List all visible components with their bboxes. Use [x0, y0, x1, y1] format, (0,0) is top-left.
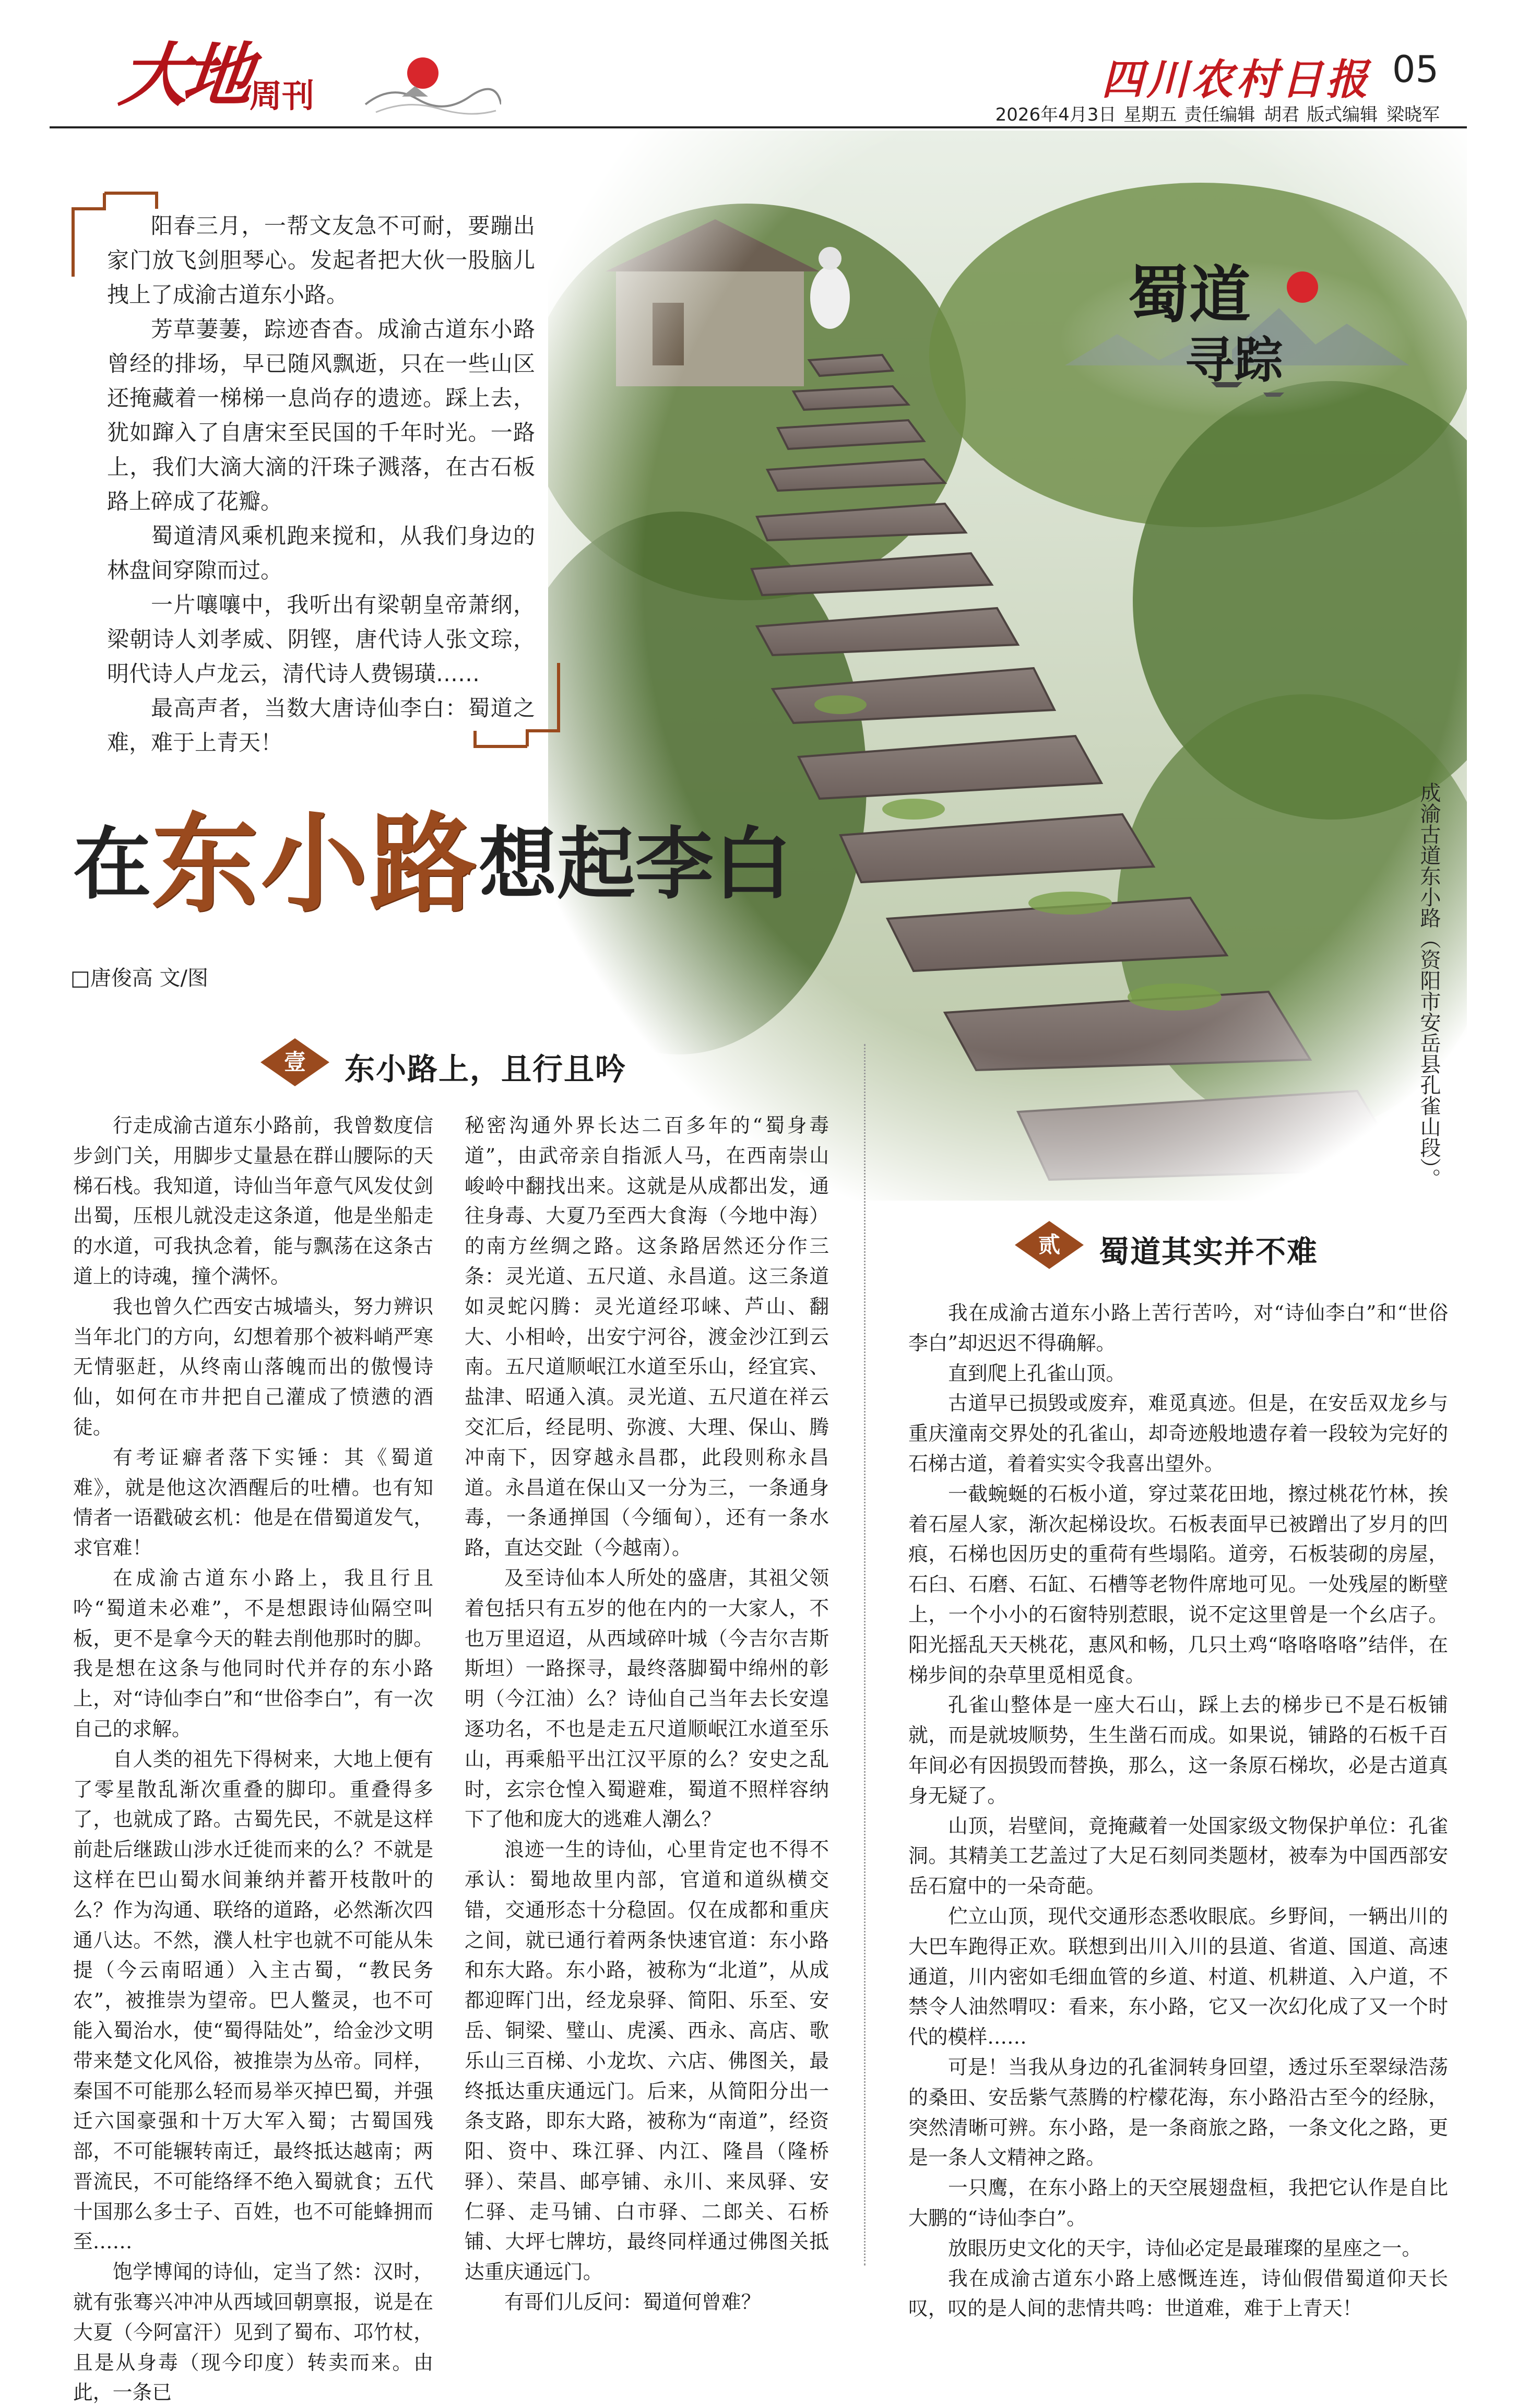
- title-part-3: 想起李白: [479, 818, 792, 910]
- photo-caption: 成渝古道东小路（资阳市安岳县孔雀山段）。: [1417, 782, 1441, 1189]
- body-paragraph: 可是！当我从身边的孔雀洞转身回望，透过乐至翠绿浩荡的桑田、安岳紫气蒸腾的柠檬花海，东小路沿古至今的经脉，突然清晰可辨。东小路，是一条商旅之路，一条文化之路，更是一条人文精神之路。: [908, 2055, 1448, 2169]
- dateline: [988, 100, 1440, 126]
- body-column-3: [908, 1298, 1448, 2324]
- body-paragraph: 有哥们儿反问：蜀道何曾难？: [504, 2291, 761, 2314]
- body-paragraph: 浪迹一生的诗仙，心里肯定也不得不承认：蜀地故里内部，官道和道纵横交错，交通形态十分稳固。仅在成都和重庆之间，就已通行着两条快速官道：东小路和东大路。东小路，被称为“北道”，从成都迎晖门出，经龙泉驿、简阳、乐至、安岳、铜梁、璧山、虎溪、西永、高店、歌乐山三百梯、小龙坎、六店、佛图关，最终抵达重庆通远门。后来，从简阳分出一条支路，即东大路，被称为“南道”，经资阳、资中、珠江驿、内江、隆昌（隆桥驿）、荣昌、邮亭铺、永川、来凤驿、安仁驿、走马铺、白市驿、二郎关、石桥铺、大坪七牌坊，最终同样通过佛图关抵达重庆通远门。: [465, 1838, 829, 2284]
- article-title: [73, 801, 792, 927]
- brand-subtitle: 周刊: [250, 77, 315, 115]
- section-1-number: 壹: [283, 1049, 306, 1075]
- lead-paragraph: 阳春三月，一帮文友急不可耐，要蹦出家门放飞剑胆琴心。发起者把大伙一股脑儿拽上了成渝古道东小路。: [107, 213, 535, 307]
- body-paragraph: 一只鹰，在东小路上的天空展翅盘桓，我把它认作是自比大鹏的“诗仙李白”。: [908, 2176, 1448, 2229]
- issue-date: 2026年4月3日: [995, 104, 1117, 125]
- byline: □唐俊高 文/图: [70, 966, 208, 990]
- body-paragraph: 及至诗仙本人所处的盛唐，其祖父领着包括只有五岁的他在内的一大家人，不也万里迢迢，从西域碎叶城（今吉尔吉斯斯坦）一路探寻，最终落脚蜀中绵州的彰明（今江油）么？诗仙自己当年去长安遑逐功名，不也是走五尺道顺岷江水道至乐山，再乘船平出江汉平原的么？安史之乱时，玄宗仓惶入蜀避难，蜀道不照样容纳下了他和庞大的逃难人潮么？: [465, 1566, 829, 1831]
- lead-paragraph: 芳草萋萋，踪迹杳杳。成渝古道东小路曾经的排场，早已随风飘逝，只在一些山区还掩藏着一梯梯一息尚存的遗迹。踩上去，犹如蹿入了自唐宋至民国的千年时光。一路上，我们大滴大滴的汗珠子溅落，在古石板路上碎成了花瓣。: [107, 316, 535, 514]
- body-paragraph: 直到爬上孔雀山顶。: [948, 1361, 1126, 1385]
- red-sun-icon: [1287, 271, 1318, 303]
- lead-paragraph: 一片嚷嚷中，我听出有梁朝皇帝萧纲，梁朝诗人刘孝威、阴铿，唐代诗人张文琮，明代诗人卢龙云，清代诗人费锡璜……: [107, 592, 535, 686]
- page-number: 05: [1392, 48, 1439, 91]
- header-rule: [50, 126, 1467, 128]
- section-2-title: 蜀道其实并不难: [1099, 1234, 1319, 1270]
- lead-paragraph: 蜀道清风乘机跑来搅和，从我们身边的林盘间穿隙而过。: [107, 523, 535, 583]
- body-column-2: [465, 1111, 829, 2318]
- column-logo-line1: 蜀道: [1128, 258, 1251, 331]
- section-2-heading: [1013, 1219, 1483, 1271]
- body-paragraph: 自人类的祖先下得树来，大地上便有了零星散乱渐次重叠的脚印。重叠得多了，也就成了路。古蜀先民，不就是这样前赴后继跋山涉水迁徙而来的么？不就是这样在巴山蜀水间兼纳并蓄开枝散叶的么？作为沟通、联络的道路，必然渐次四通八达。不然，濮人杜宇也就不可能从朱提（今云南昭通）入主古蜀，“教民务农”，被推崇为望帝。巴人鳖灵，也不可能入蜀治水，使“蜀得陆处”，给金沙文明带来楚文化风俗，被推崇为丛帝。同样，秦国不可能那么轻而易举灭掉巴蜀，并强迁六国豪强和十万大军入蜀；古蜀国残部，不可能辗转南迁，最终抵达越南；两晋流民，不可能络绎不绝入蜀就食；五代十国那么多士子、百姓，也不可能蜂拥而至……: [73, 1747, 433, 2253]
- body-paragraph: 在成渝古道东小路上，我且行且吟“蜀道未必难”，不是想跟诗仙隔空叫板，更不是拿今天的鞋去削他那时的脚。我是想在这条与他同时代并存的东小路上，对“诗仙李白”和“世俗李白”，有一次自己的求解。: [73, 1566, 433, 1740]
- layout-editor: 版式编辑 梁晓军: [1307, 104, 1440, 125]
- responsible-editor: 责任编辑 胡君: [1184, 104, 1300, 125]
- body-paragraph: 伫立山顶，现代交通形态悉收眼底。乡野间，一辆出川的大巴车跑得正欢。联想到出川入川的县道、省道、国道、高速通道，川内密如毛细血管的乡道、村道、机耕道、入户道，不禁令人油然喟叹：看来，东小路，它又一次幻化成了又一个时代的模样……: [908, 1904, 1448, 2049]
- body-paragraph: 我在成渝古道东小路上苦行苦吟，对“诗仙李白”和“世俗李白”却迟迟不得确解。: [908, 1301, 1448, 1355]
- section-2-number: 贰: [1038, 1232, 1060, 1258]
- body-paragraph: 孔雀山整体是一座大石山，踩上去的梯步已不是石板铺就，而是就坡顺势，生生凿石而成。如果说，铺路的石板千百年间必有因损毁而替换，那么，这一条原石梯坎，必是古道真身无疑了。: [908, 1693, 1448, 1807]
- brand-landscape-icon: [345, 47, 501, 125]
- issue-weekday: 星期五: [1123, 104, 1177, 125]
- title-part-1: 在: [73, 818, 152, 910]
- body-paragraph: 一截蜿蜒的石板小道，穿过菜花田地，擦过桃花竹林，挨着石屋人家，渐次起梯设坎。石板表面早已被蹭出了岁月的凹痕，石梯也因历史的重荷有些塌陷。道旁，石板装砌的房屋，石臼、石磨、石缸、石槽等老物件席地可见。一处残屋的断壁上，一个小小的石窗特别惹眼，说不定这里曾是一个幺店子。阳光摇乱天天桃花，惠风和畅，几只土鸡“咯咯咯咯”结伴，在梯步间的杂草里觅相觅食。: [908, 1482, 1448, 1687]
- body-paragraph: 饱学博闻的诗仙，定当了然：汉时，就有张骞兴冲冲从西域回朝禀报，说是在大夏（今阿富汗）见到了蜀布、邛竹杖，且是从身毒（现今印度）转卖而来。由此，一条已: [73, 2260, 433, 2404]
- newspaper-name: 四川农村日报: [1101, 55, 1371, 104]
- body-paragraph: 古道早已损毁或废弃，难觅真迹。但是，在安岳双龙乡与重庆潼南交界处的孔雀山，却奇迹般地遗存着一段较为完好的石梯古道，着着实实令我喜出望外。: [908, 1392, 1448, 1475]
- lead-text: [107, 209, 535, 760]
- body-paragraph: 行走成渝古道东小路前，我曾数度信步剑门关，用脚步丈量悬在群山腰际的天梯石栈。我知道，诗仙当年意气风发仗剑出蜀，压根儿就没走这条道，他是坐船走的水道，可我执念着，能与飘荡在这条古道上的诗魂，撞个满怀。: [73, 1114, 433, 1288]
- body-column-1: [73, 1111, 433, 2408]
- body-paragraph: 我在成渝古道东小路上感慨连连，诗仙假借蜀道仰天长叹，叹的是人间的悲情共鸣：世道难，难于上青天！: [908, 2267, 1448, 2320]
- body-paragraph: 有考证癖者落下实锤：其《蜀道难》，就是他这次酒醒后的吐槽。也有知情者一语戳破玄机：他是在借蜀道发气，求官难！: [73, 1445, 433, 1560]
- lead-paragraph: 最高声者，当数大唐诗仙李白：蜀道之难，难于上青天！: [107, 695, 535, 755]
- weekly-brand: [115, 35, 412, 125]
- section-1-heading: [258, 1036, 728, 1088]
- body-paragraph: 山顶，岩壁间，竟掩藏着一处国家级文物保护单位：孔雀洞。其精美工艺盖过了大足石刻同类题材，被奉为中国西部安岳石窟中的一朵奇葩。: [908, 1814, 1448, 1898]
- body-paragraph: 放眼历史文化的天宇，诗仙必定是最璀璨的星座之一。: [948, 2236, 1422, 2260]
- section-1-title: 东小路上，且行且吟: [345, 1051, 627, 1087]
- brand-title: 大地: [115, 35, 252, 116]
- body-paragraph: 我也曾久伫西安古城墙头，努力辨识当年北门的方向，幻想着那个被料峭严寒无情驱赶，从终南山落魄而出的傲慢诗仙，如何在市井把自己灌成了愤懑的酒徒。: [73, 1295, 433, 1439]
- column-logo-line2: 寻踪: [1185, 331, 1284, 389]
- body-paragraph: 秘密沟通外界长达二百多年的“蜀身毒道”，由武帝亲自指派人马，在西南崇山峻岭中翻找出来。这就是从成都出发，通往身毒、大夏乃至西大食海（今地中海）的南方丝绸之路。这条路居然还分作三条：灵光道、五尺道、永昌道。这三条道如灵蛇闪腾：灵光道经邛崃、芦山、翻大、小相岭，出安宁河谷，渡金沙江到云南。五尺道顺岷江水道至乐山，经宜宾、盐津、昭通入滇。灵光道、五尺道在祥云交汇后，经昆明、弥渡、大理、保山、腾冲南下，因穿越永昌郡，此段则称永昌道。永昌道在保山又一分为三，一条通身毒，一条通掸国（今缅甸），还有一条水路，直达交趾（今越南）。: [465, 1114, 829, 1560]
- title-highlight: 东小路: [151, 801, 479, 927]
- column-divider: [864, 1044, 866, 2265]
